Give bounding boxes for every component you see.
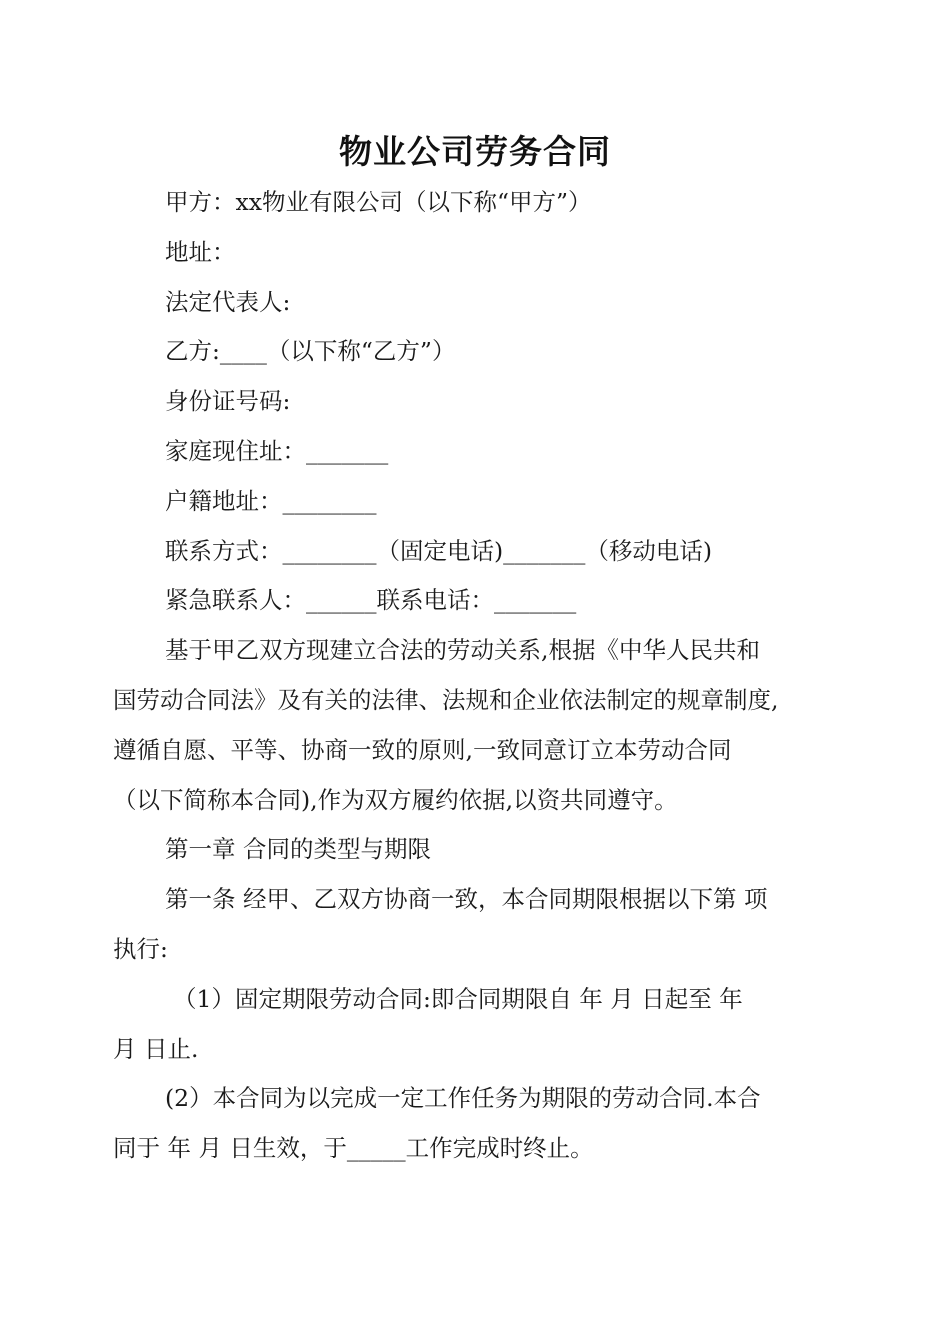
preamble-line-3: 遵循自愿、平等、协商一致的原则,一致同意订立本劳动合同 xyxy=(113,735,732,764)
document-title: 物业公司劳务合同 xyxy=(339,132,611,171)
party-b-line: 乙方:____（以下称“乙方”） xyxy=(165,337,456,366)
contract-body xyxy=(113,178,848,1174)
clause-1-line-1: （1）固定期限劳动合同:即合同期限自 年 月 日起至 年 xyxy=(173,984,743,1013)
household-address-line: 户籍地址：________ xyxy=(165,486,377,515)
party-a-line: 甲方：xx物业有限公司（以下称“甲方”） xyxy=(165,188,592,216)
emergency-contact-line: 紧急联系人：______联系电话：_______ xyxy=(165,586,577,615)
contact-method-line: 联系方式：________（固定电话)_______（移动电话) xyxy=(165,536,713,565)
home-address-line: 家庭现住址：_______ xyxy=(165,436,389,465)
preamble-line-2: 国劳动合同法》及有关的法律、法规和企业依法制定的规章制度, xyxy=(113,685,779,714)
legal-representative-line: 法定代表人: xyxy=(165,287,291,316)
clause-2-line-1: (2）本合同为以完成一定工作任务为期限的劳动合同.本合 xyxy=(165,1084,761,1113)
clause-2-line-2: 同于 年 月 日生效，于_____工作完成时终止。 xyxy=(113,1134,594,1163)
article-one-line-2: 执行: xyxy=(113,934,168,963)
article-one-line-1: 第一条 经甲、乙双方协商一致，本合同期限根据以下第 项 xyxy=(165,885,768,914)
preamble-line-1: 基于甲乙双方现建立合法的劳动关系,根据《中华人民共和 xyxy=(165,636,760,665)
id-number-line: 身份证号码: xyxy=(165,387,291,416)
clause-1-line-2: 月 日止. xyxy=(113,1034,199,1063)
address-line: 地址： xyxy=(165,237,236,266)
preamble-line-4: （以下简称本合同),作为双方履约依据,以资共同遵守。 xyxy=(113,785,678,814)
chapter-one-heading: 第一章 合同的类型与期限 xyxy=(165,835,431,864)
